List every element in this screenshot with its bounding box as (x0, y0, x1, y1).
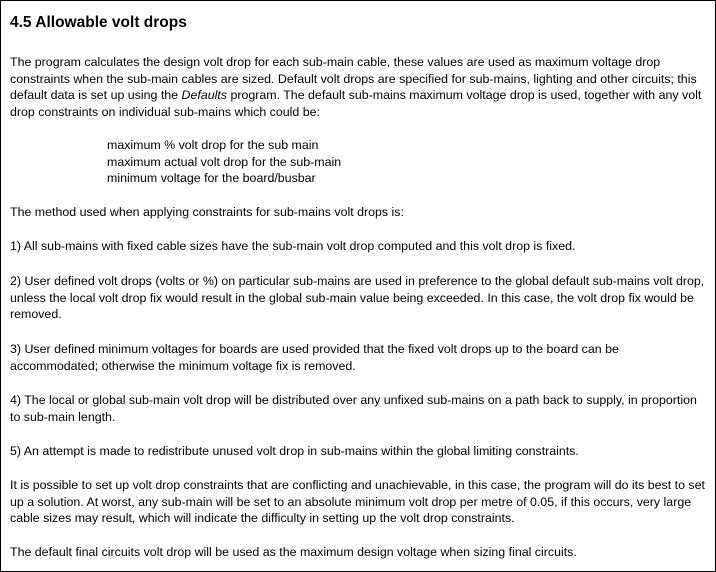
constraint-list (107, 137, 341, 187)
step-3: 3) User defined minimum voltages for boards are used provided that the fixed volt drops up to the board can be accommodated; otherwise the minimum voltage fix is removed. (10, 342, 619, 373)
constraint-item: maximum % volt drop for the sub main (107, 138, 319, 152)
step-2: 2) User defined volt drops (volts or %) on particular sub-mains are used in preference to the global default sub-mains volt drop, unless the local volt drop fix would result in the global sub-main value being exceeded. In this case, the volt drop fix would be removed. (10, 274, 705, 321)
intro-paragraph (10, 54, 710, 120)
defaults-program-name: Defaults (181, 88, 227, 102)
step-5: 5) An attempt is made to redistribute unused volt drop in sub-mains within the global limiting constraints. (10, 444, 579, 458)
page-title: 4.5 Allowable volt drops (10, 14, 187, 31)
final-note: The default final circuits volt drop will be used as the maximum design voltage when sizing final circuits. (10, 545, 577, 559)
method-intro: The method used when applying constraints for sub-mains volt drops is: (10, 205, 404, 219)
constraint-item: minimum voltage for the board/busbar (107, 171, 316, 185)
conflict-note: It is possible to set up volt drop constraints that are conflicting and unachievable, in this case, the program will do its best to set up a solution. At worst, any sub-main will be set to an absolute minimum volt drop per metre of 0.05, if this occurs, very large cable sizes may result, which will indicate the difficulty in setting up the volt drop constraints. (10, 478, 705, 525)
intro-text-end: program. The default sub-mains maximum voltage drop is used, together with any volt drop constraints on individual sub-mains which could be: (10, 88, 702, 119)
step-4: 4) The local or global sub-main volt drop will be distributed over any unfixed sub-mains on a path back to supply, in proportion to sub-main length. (10, 393, 697, 424)
constraint-item: maximum actual volt drop for the sub-main (107, 154, 342, 169)
intro-text-start: The program calculates the design volt drop for each sub-main cable, these values are used as maximum voltage drop constraints when the sub-main cables are sized. Default volt drops are specified for sub-mains, lighting and other circuits; this default data is set up using the (10, 55, 697, 102)
step-1: 1) All sub-mains with fixed cable sizes have the sub-main volt drop computed and this volt drop is fixed. (10, 239, 576, 253)
